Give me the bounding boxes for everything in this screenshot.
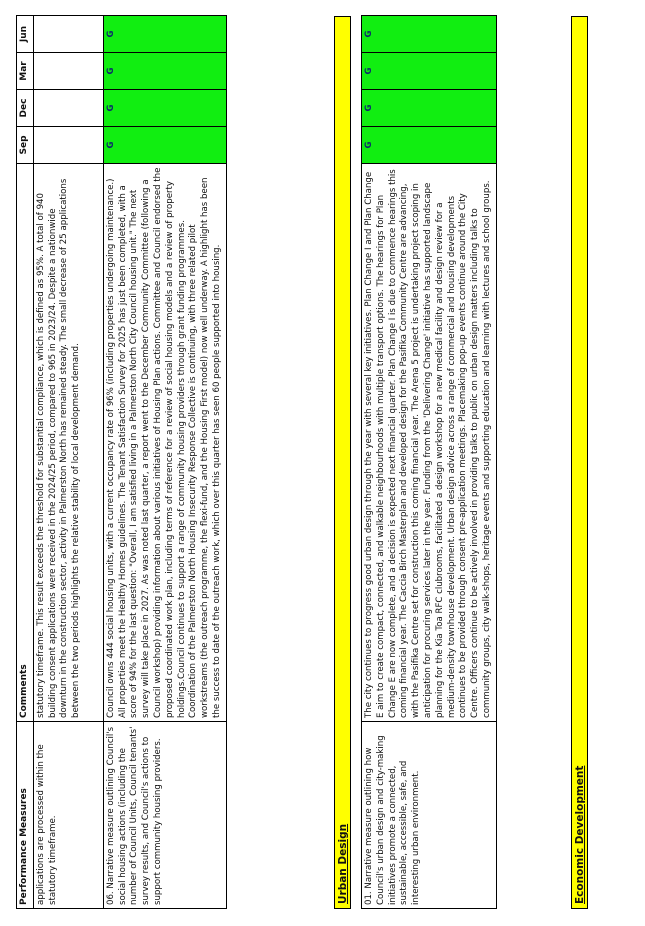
status-cell-jun xyxy=(33,16,103,53)
performance-table-urban-design xyxy=(361,15,497,909)
status-cell-dec xyxy=(33,90,103,127)
table-row xyxy=(362,16,497,909)
header-mar: Mar xyxy=(17,53,34,90)
status-badge-dec: G xyxy=(103,90,226,127)
measure-cell: 06. Narrative measure outlining Council's social housing actions (including the number of Council Units, Council tenants' survey results, and Council's actions to support community housing providers. xyxy=(103,722,226,909)
status-badge-dec: G xyxy=(362,90,497,127)
status-badge-mar: G xyxy=(103,53,226,90)
comment-cell: Council owns 444 social housing units, with a current occupancy rate of 96% (including properties undergoing maintenance.) All properties meet the Healthy Homes guidelines. The Tenant Satisfaction Survey for 2025 has just been completed, with a score of 94% for the last question: "Overall, I am satisfied living in a Palmerston North City Council housing unit." The next survey will take place in 2027. As was noted last quarter, a report went to the December Community Committee (following a Council workshop) providing information about various initiatives of Housing Plan actions. Committee and Council endorsed the proposed coordinated work plan, including terms of reference for a review of social housing models and a review of property holdings.Council continues to support a range of community housing providers through grant funding programmes. Coordination of the Palmerston North Housing Insecurity Response Collective is continuing, with three related pilot workstreams (the outreach programme, the flexi-fund, and the Housing First model) now well underway. A highlight has been the success to date of the outreach work, which over this quarter has seen 60 people supported into housing. xyxy=(103,164,226,722)
header-row xyxy=(17,16,34,909)
header-performance-measures: Performance Measures xyxy=(17,722,34,909)
status-cell-sep xyxy=(33,127,103,164)
section-title: Economic Development xyxy=(574,765,586,904)
status-badge-sep: G xyxy=(103,127,226,164)
section-heading-urban-design xyxy=(334,16,351,909)
measure-cell: 01. Narrative measure outlining how Council's urban design and city-making initiatives promote a connected, sustainable, accessible, safe, and interesting urban environment. xyxy=(362,722,497,909)
header-comments: Comments xyxy=(17,164,34,722)
measure-cell: applications are processed within the statutory timeframe. xyxy=(33,722,103,909)
section-title: Urban Design xyxy=(337,823,349,904)
status-badge-jun: G xyxy=(362,16,497,53)
status-badge-sep: G xyxy=(362,127,497,164)
comment-cell: The city continues to progress good urban design through the year with several key initiatives. Plan Change I and Plan Change E aim to create compact, connected, and walkable neighbourhoods with multiple transport options. The hearings for Plan Change E are now complete, and a decision is expected next financial quarter. Plan Change I is due to commence hearings this coming financial year. The Caccia Birch Masterplan and developed design for the Pasifika Community Centre are advancing, with the Pasifika Centre set for construction this coming financial year. The Arena 5 project is undertaking project scoping in anticipation for procuring services later in the year. Funding from the 'Delivering Change' initiative has supported landscape planning for the Kia Toa RFC clubrooms, facilitated a design workshop for a new medical facility and design review for a medium-density townhouse development. Urban design advice across a range of commercial and housing developments continues to be provided through consent pre-application meetings. Placemaking pop-up events continue around the City Centre. Officers continue to be actively involved in providing talks to public on urban design matters including talks to community groups, city walk-shops, heritage events and supporting education and learning with lectures and school groups. xyxy=(362,164,497,722)
comment-cell: statutory timeframe. This result exceeds the threshold for substantial compliance, which is defined as 95%. A total of 940 building consent applications were received in the 2024/25 period, compared to 965 in 2023/24. Despite a nationwide downturn in the construction sector, activity in Palmerston North has remained steady. The small decrease of 25 applications between the two periods highlights the relative stability of local development demand. xyxy=(33,164,103,722)
table-row xyxy=(103,16,226,909)
status-badge-mar: G xyxy=(362,53,497,90)
header-dec: Dec xyxy=(17,90,34,127)
section-heading-economic-development xyxy=(571,16,588,909)
performance-table-1 xyxy=(16,15,227,909)
header-jun: Jun xyxy=(17,16,34,53)
status-badge-jun: G xyxy=(103,16,226,53)
status-cell-mar xyxy=(33,53,103,90)
header-sep: Sep xyxy=(17,127,34,164)
table-row xyxy=(33,16,103,909)
